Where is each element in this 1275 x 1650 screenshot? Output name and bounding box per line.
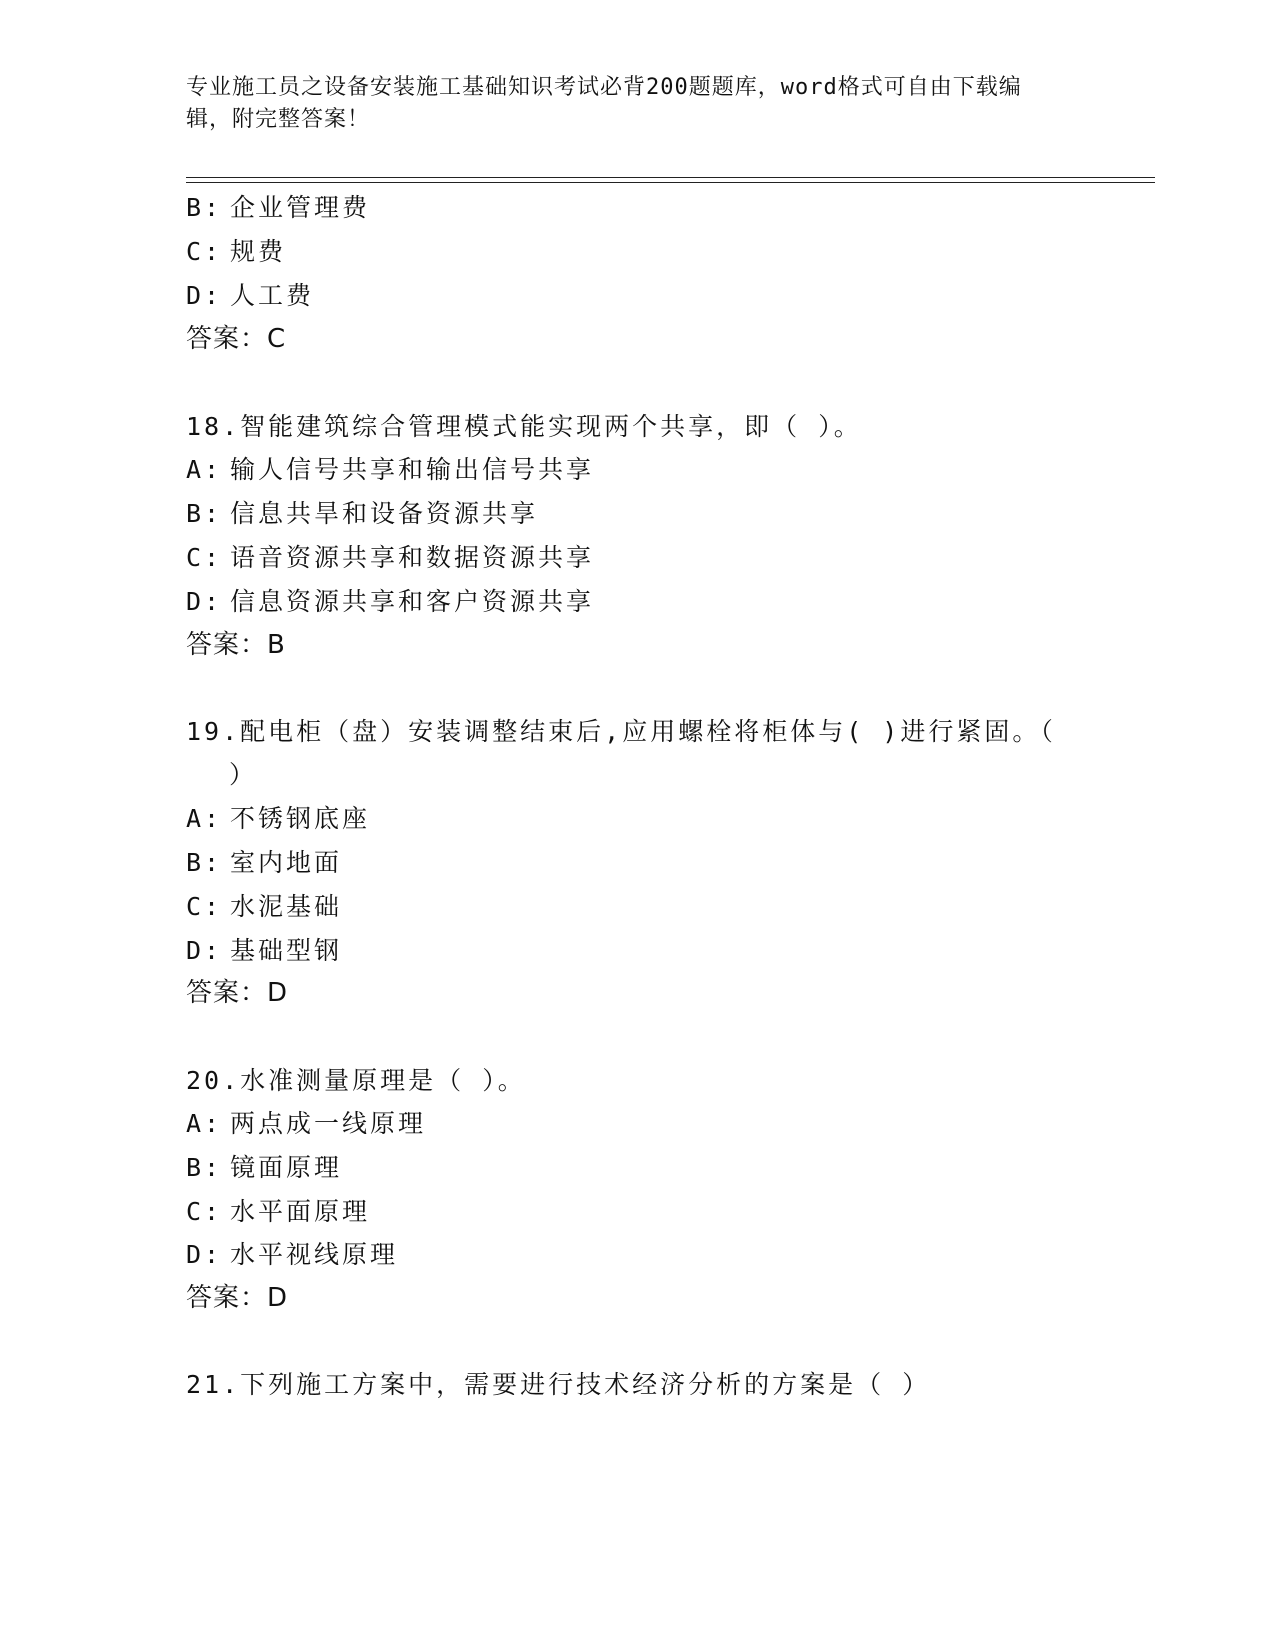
option-b — [186, 191, 370, 225]
option-b — [186, 497, 538, 531]
option-text: 基础型钢 — [230, 936, 343, 965]
option-letter: B: — [186, 193, 223, 222]
option-text: 室内地面 — [230, 848, 343, 877]
option-c — [186, 1195, 370, 1229]
option-letter: C: — [186, 892, 223, 921]
option-text: 两点成一线原理 — [230, 1109, 427, 1138]
option-letter: B: — [186, 499, 223, 528]
header-rule-bottom — [186, 182, 1155, 183]
option-d — [186, 1238, 398, 1272]
option-letter: D: — [186, 936, 223, 965]
question-stem: 20.水准测量原理是（ ）。 — [186, 1066, 526, 1095]
option-letter: D: — [186, 587, 223, 616]
option-letter: C: — [186, 543, 223, 572]
option-text: 输人信号共享和输出信号共享 — [230, 455, 595, 484]
option-text: 语音资源共享和数据资源共享 — [230, 543, 595, 572]
option-letter: D: — [186, 281, 223, 310]
option-text: 不锈钢底座 — [230, 804, 371, 833]
option-text: 水平面原理 — [230, 1197, 371, 1226]
option-d — [186, 279, 314, 313]
option-text: 水平视线原理 — [230, 1240, 399, 1269]
option-letter: C: — [186, 1197, 223, 1226]
question-stem-continuation: ） — [229, 760, 258, 789]
option-letter: B: — [186, 1153, 223, 1182]
option-b — [186, 1151, 342, 1185]
option-letter: A: — [186, 804, 223, 833]
option-d — [186, 585, 594, 619]
option-c — [186, 235, 286, 269]
answer-line: 答案：C — [186, 324, 287, 354]
answer-line: 答案：D — [186, 1283, 289, 1313]
option-text: 信息共旱和设备资源共享 — [230, 499, 539, 528]
document-header: 专业施工员之设备安装施工基础知识考试必背200题题库，word格式可自由下载编辑，附完整答案！ — [186, 75, 1022, 132]
option-letter: A: — [186, 1109, 223, 1138]
option-text: 信息资源共享和客户资源共享 — [230, 587, 595, 616]
option-c — [186, 890, 342, 924]
option-letter: A: — [186, 455, 223, 484]
header-rule-top — [186, 177, 1155, 178]
option-text: 企业管理费 — [230, 193, 371, 222]
option-a — [186, 1107, 426, 1141]
option-letter: C: — [186, 237, 223, 266]
question-stem: 19.配电柜（盘）安装调整结束后,应用螺栓将柜体与( )进行紧固。（ — [186, 717, 1056, 746]
option-text: 水泥基础 — [230, 892, 343, 921]
option-a — [186, 453, 594, 487]
answer-line: 答案：D — [186, 978, 289, 1008]
option-text: 规费 — [230, 237, 287, 266]
option-text: 人工费 — [230, 281, 315, 310]
option-letter: B: — [186, 848, 223, 877]
option-a — [186, 802, 370, 836]
question-stem: 18.智能建筑综合管理模式能实现两个共享，即（ ）。 — [186, 412, 862, 441]
option-c — [186, 541, 594, 575]
question-stem: 21.下列施工方案中，需要进行技术经济分析的方案是（ ） — [186, 1370, 931, 1399]
option-letter: D: — [186, 1240, 223, 1269]
option-d — [186, 934, 342, 968]
option-b — [186, 846, 342, 880]
option-text: 镜面原理 — [230, 1153, 343, 1182]
answer-line: 答案：B — [186, 630, 286, 660]
